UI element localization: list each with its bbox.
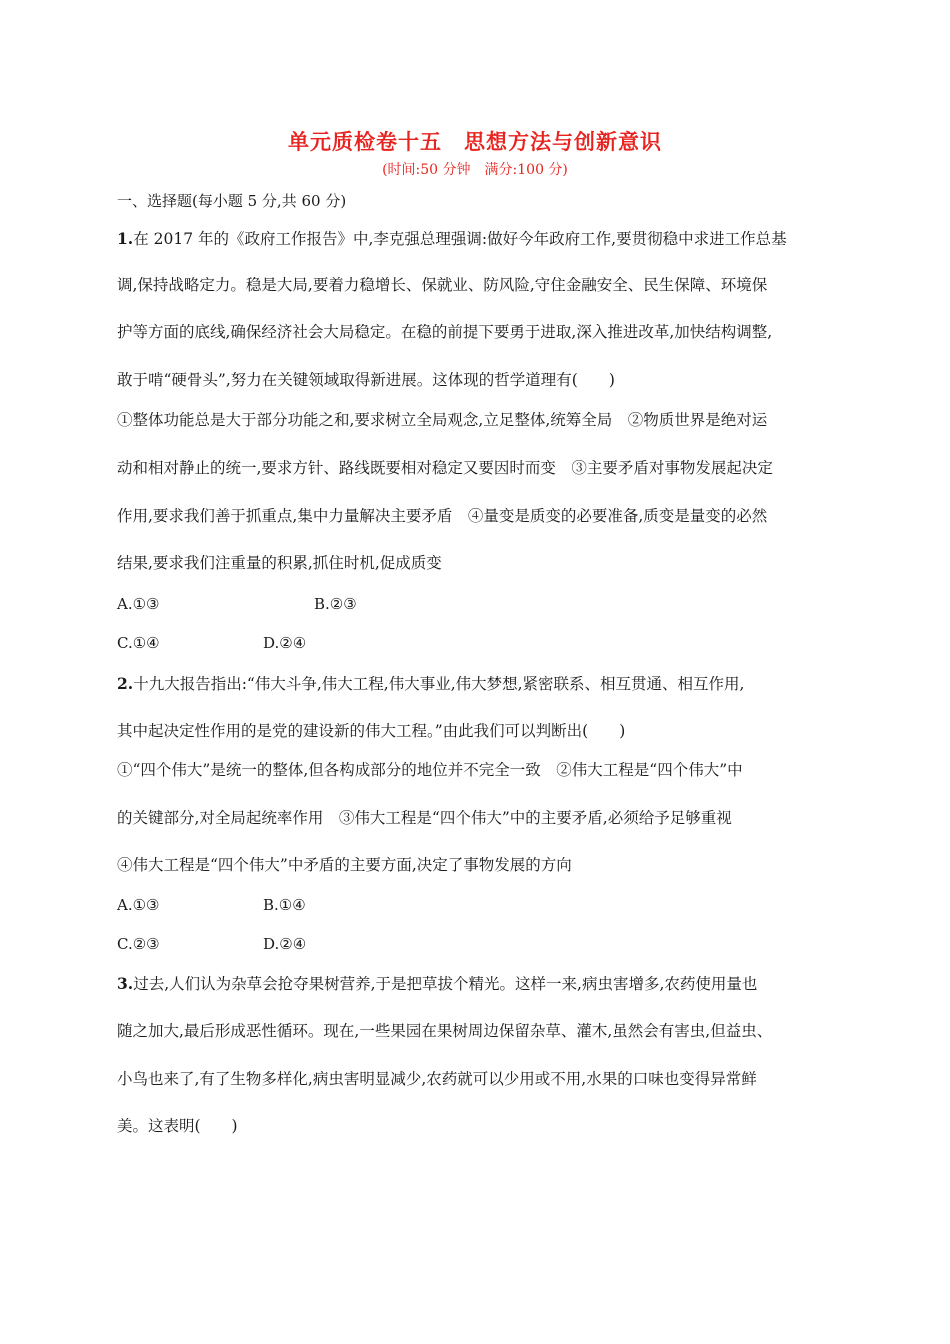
question-3-stem-line: 3.过去,人们认为杂草会抢夺果树营养,于是把草拔个精光。这样一来,病虫害增多,农药使用量也	[117, 974, 758, 993]
question-2-option-d[interactable]: D.②④	[263, 935, 307, 953]
question-number: 3.	[117, 974, 134, 993]
question-3-stem-line: 随之加大,最后形成恶性循环。现在,一些果园在果树周边保留杂草、灌木,虽然会有害虫,但益虫、	[117, 1022, 773, 1040]
question-2-option-a[interactable]: A.①③	[117, 896, 160, 914]
question-1-statement-line: 作用,要求我们善于抓重点,集中力量解决主要矛盾 ④量变是质变的必要准备,质变是量变的必然	[117, 507, 768, 525]
question-2-option-b[interactable]: B.①④	[263, 896, 306, 914]
page-title: 单元质检卷十五 思想方法与创新意识	[288, 129, 662, 154]
question-1-stem-line: 敢于啃“硬骨头”,努力在关键领域取得新进展。这体现的哲学道理有( )	[117, 371, 615, 389]
question-2-statement-line: ①“四个伟大”是统一的整体,但各构成部分的地位并不完全一致 ②伟大工程是“四个伟大”中	[117, 761, 743, 779]
question-1-stem-line: 护等方面的底线,确保经济社会大局稳定。在稳的前提下要勇于进取,深入推进改革,加快结构调整,	[117, 323, 773, 341]
question-1-option-a[interactable]: A.①③	[117, 595, 160, 613]
question-3-stem-line: 美。这表明( )	[117, 1117, 238, 1135]
question-2-stem-line: 2.十九大报告指出:“伟大斗争,伟大工程,伟大事业,伟大梦想,紧密联系、相互贯通、相互作用,	[117, 674, 745, 693]
question-1-statement-line: ①整体功能总是大于部分功能之和,要求树立全局观念,立足整体,统筹全局 ②物质世界是绝对运	[117, 411, 768, 429]
question-1-option-b[interactable]: B.②③	[314, 595, 357, 613]
question-1-option-c[interactable]: C.①④	[117, 634, 160, 652]
question-1-option-d[interactable]: D.②④	[263, 634, 307, 652]
question-2-option-c[interactable]: C.②③	[117, 935, 160, 953]
question-1-stem-line: 调,保持战略定力。稳是大局,要着力稳增长、保就业、防风险,守住金融安全、民生保障、环境保	[117, 276, 768, 294]
question-1-stem-line: 1.在 2017 年的《政府工作报告》中,李克强总理强调:做好今年政府工作,要贯彻稳中求进工作总基	[117, 229, 787, 248]
question-2-statement-line: 的关键部分,对全局起统率作用 ③伟大工程是“四个伟大”中的主要矛盾,必须给予足够重视	[117, 809, 732, 827]
question-3-stem-line: 小鸟也来了,有了生物多样化,病虫害明显减少,农药就可以少用或不用,水果的口味也变得异常鲜	[117, 1070, 757, 1088]
question-number: 2.	[117, 674, 134, 693]
question-2-statement-line: ④伟大工程是“四个伟大”中矛盾的主要方面,决定了事物发展的方向	[117, 856, 572, 874]
section-heading: 一、选择题(每小题 5 分,共 60 分)	[117, 192, 347, 210]
question-number: 1.	[117, 229, 134, 248]
question-2-stem-line: 其中起决定性作用的是党的建设新的伟大工程。”由此我们可以判断出( )	[117, 722, 626, 740]
question-1-statement-line: 动和相对静止的统一,要求方针、路线既要相对稳定又要因时而变 ③主要矛盾对事物发展起决定	[117, 459, 773, 477]
question-1-statement-line: 结果,要求我们注重量的积累,抓住时机,促成质变	[117, 554, 442, 572]
page-subtitle: (时间:50 分钟 满分:100 分)	[382, 162, 568, 178]
